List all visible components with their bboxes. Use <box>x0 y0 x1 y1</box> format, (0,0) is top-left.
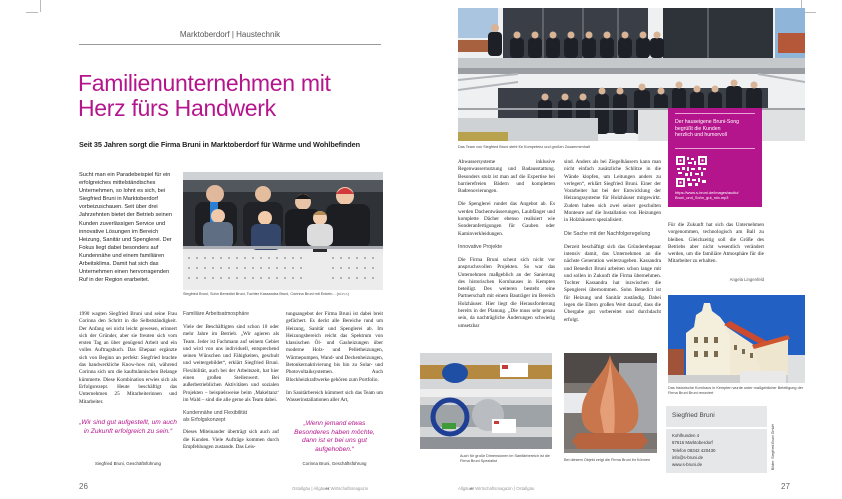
contact-street: Kohlhunden 4 <box>672 433 700 438</box>
url-line[interactable]: Bruni_und_Sohn_gut_mix.mp3 <box>675 195 729 200</box>
article-column-5 <box>564 159 661 330</box>
contact-details <box>672 432 715 468</box>
paragraph: Die Spenglerei rundet das Angebot ab. Es werden Dachentwässerungen, Laubfänger und komplette Dächer ebenso realisiert wie Sonderanfertigungen für Gauben oder Kaminverkleidungen. <box>458 201 555 237</box>
family-photo-caption: Siegfried Bruni, Sohn Benedict Bruni, Tochter Kassandra Bruni, Corinna Bruni mit Enkeln... (v.l.n.r.) <box>183 292 349 296</box>
article-column-3 <box>286 311 383 411</box>
infobox-line: begrüßt die Kunden <box>675 125 721 132</box>
section-subtitle: Innovative Projekte <box>458 243 503 250</box>
footer-text: Ostallgäu | Allgäu <box>292 486 326 491</box>
paragraph: Abwassersysteme inklusive Regenwassernutzung und Badausstattung. Besonders stolz ist man auf die Expertise bei barrierefreien Bädern und kompletten Badrenovierungen. <box>458 159 555 195</box>
family-photo <box>183 172 383 290</box>
author-credit: Angela Lingenfeld <box>729 277 764 282</box>
paragraph: 1990 wagten Siegfried Bruni und seine Frau Corinna den Schritt in die Selbstständigkeit. Der Anfang sei nicht leicht gewesen, erinnert sich der Gründer, aber sie freuten sich vom ersten Tag an über genügend Arbeit und ein volles Auftragsbuch. Das Ehepaar ergänzte sich von Beginn an perfekt: Siegfried brachte das handwerkliche Know-how mit, während Corinna sich um die kaufmännischen Belange kümmerte. Diese Kombination erwies sich als Erfolgsrezept. Heute beschäftigt das Unternehmen 25 Mitarbeiterinnen und Mitarbeiter. <box>79 311 177 405</box>
song-info-box <box>668 108 762 207</box>
section-subtitle: Die Sache mit der Nachfolgeregelung <box>564 230 651 237</box>
footer-left <box>292 486 368 491</box>
paragraph: sind. Anders als bei Ziegelhäusern kann man nicht einfach zusätzliche Schlitze in die Wände klopfen, um Leitungen anders zu verlegen“, erklärt Siegfried Bruni. Einer der Vorarbeiter hat bei der Entwicklung der Heizungssysteme für Holzhäuser mitgewirkt. Zudem haben sich zwei seiner geschulten Monteure auf die Installation von Heizungen in Holzhäusern spezialisiert. <box>564 159 661 224</box>
section-subtitle: Familiäre Arbeitsatmosphäre <box>183 311 250 317</box>
valve-photo <box>420 353 552 449</box>
contact-box <box>666 406 767 473</box>
contact-phone[interactable]: Telefon 08342 420430 <box>672 447 716 453</box>
section-subtitle <box>183 410 279 424</box>
copper-dome-photo <box>564 353 657 453</box>
infobox-line: herzlich und humorvoll <box>675 132 727 139</box>
page-title <box>78 71 398 121</box>
article-column-4 <box>458 159 555 336</box>
pull-quote-2: „Wenn jemand etwas Besonderes haben möchte, dann ist er bei uns gut aufgehoben.“ <box>294 420 375 453</box>
kornhaus-illustration <box>668 295 805 383</box>
pull-quote-2-attribution: Corinna Bruni, Geschäftsführung <box>302 461 367 466</box>
paragraph: Dieses Miteinander überträgt sich auch auf die Kunden. Viele Aufträge kommen durch Empfehlungen zustande. Das Leis- <box>183 429 279 450</box>
contact-city: 87616 Marktoberdorf <box>672 440 713 446</box>
infobox-text <box>675 119 757 139</box>
paragraph: tungsangebot der Firma Bruni ist dabei breit gefächert. Es deckt alle Bereiche rund um Heizung, Sanitär und Spenglerei ab. Im Heizungsbereich reicht das Spektrum von klassischen Öl- und Gasheizungen über moderne Holz- und Pelletheizungen, Wärmepumpen, Wand- und Deckenheizungen, Betonkernaktivierung bis hin zu Solar- und Photovoltaiksystemen. Auch Blockheizkraftwerke gehören zum Portfolio. <box>286 311 384 383</box>
contact-email[interactable]: info@s-bruni.de <box>672 454 704 460</box>
copper-dome-illustration <box>564 353 657 453</box>
valve-photo-caption: Auch für große Dimensionen im Sanitärbereich ist die Firma Bruni Spezialist <box>460 454 550 463</box>
paragraph: Im Sanitärbereich kümmert sich das Team um Wasserinstallationen aller Art, <box>286 389 383 404</box>
crop-mark <box>804 12 816 13</box>
header-divider <box>79 44 381 45</box>
page-number-left: 26 <box>79 482 88 491</box>
qr-code-icon[interactable] <box>676 156 707 187</box>
contact-divider <box>666 427 767 429</box>
footer-text: Wirtschaftsmagazin | Ostallgäu <box>474 486 535 491</box>
headline-line-1: Familienunternehmen mit <box>78 70 331 96</box>
subheadline: Seit 35 Jahren sorgt die Firma Bruni in Marktoberdorf für Wärme und Wohlbefinden <box>79 140 360 149</box>
crop-mark <box>26 12 38 13</box>
song-url-link[interactable] <box>675 190 759 200</box>
contact-name: Siegfried Bruni <box>672 412 715 419</box>
kornhaus-photo-caption: Das historische Kornhaus in Kempten wurde unter maßgeblicher Beteiligung der Firma Bruni Bruni renoviert <box>668 386 804 395</box>
section-header: Marktoberdorf | Haustechnik <box>179 30 281 39</box>
pull-quote-1-attribution: Siegfried Bruni, Geschäftsführung <box>95 461 161 466</box>
intro-paragraph: Sucht man ein Paradebeispiel für ein erfolgreiches mittelständisches Unternehmen, so lohnt es sich, bei Siegfried Bruni in Marktoberdorf vorbeizuschauen. Seit über drei Jahrzehnten bietet der Betrieb seinen Kunden zuverlässigen Service und innovative Lösungen im Bereich Heizung, Sanitär und Spenglerei. Der Fokus liegt dabei besonders auf Kundennähe und einem familiären Arbeitsklima. Damit hat sich das Unternehmen einen hervorragenden Ruf in der Region erarbeitet. <box>79 172 172 284</box>
paragraph: Für die Zukunft hat sich das Unternehmen vorgenommen, technologisch am Ball zu bleiben. Gleichzeitig soll die Größe des Betriebs aber nicht wesentlich verändert werden, um die familiäre Atmosphäre für die Mitarbeiter zu erhalten. <box>668 222 764 265</box>
url-line[interactable]: https://www.s-bruni.de/images/audio/ <box>675 190 739 195</box>
image-credit-text: Bilder: Siegfried Bruni GmbH <box>771 423 775 470</box>
footer-right <box>458 486 534 491</box>
infobox-divider <box>675 148 755 149</box>
kornhaus-photo <box>668 295 805 383</box>
image-credit-vertical <box>769 408 775 472</box>
infobox-line: Der hauseigene Bruni-Song <box>675 119 740 125</box>
subtitle-line: als Erfolgskonzept <box>183 417 226 424</box>
pull-quote-1: „Wir sind gut aufgestellt, um auch in Zukunft erfolgreich zu sein.“ <box>79 419 177 435</box>
article-column-1 <box>79 311 177 412</box>
article-column-6 <box>668 222 764 272</box>
headline-line-2: Herz fürs Handwerk <box>78 95 276 121</box>
family-photo-illustration <box>183 172 383 290</box>
infobox-divider <box>675 113 755 114</box>
paragraph: Die Firma Bruni scheut sich nicht vor anspruchsvollen Projekten. So war das Unternehmen maßgeblich an der Sanierung des historischen Kornhauses in Kempten beteiligt. Des weiteren besteht eine Partnerschaft mit einem Bauträger im Bereich Holzhäuser. Hier liegt die Herausforderung bereits in der Planung. „Die muss sehr genau sein, da nachträgliche Änderungen schwierig umsetzbar <box>458 256 555 329</box>
subtitle-line: Kundennähe und Flexibilität <box>183 410 248 417</box>
footer-text: Wirtschaftsmagazin <box>329 486 369 491</box>
paragraph: Viele der Beschäftigten sind schon 10 oder mehr Jahre im Betrieb. „Wir agieren als Team. Jeder ist Fachmann auf seinem Gebiet und wird von uns individuell, entsprechend seinen Wünschen und Fähigkeiten, geschult und weitergebildet“, erklärt Siegfried Bruni. Flexibilität, auch bei der Arbeitszeit, hat hier einen großen Stellenwert. Bei außerbetrieblichen Aktivitäten und sozialen Projekten – beispielsweise beim ‚Makeltanz‘ im Wald – sind die alle gerne als Team dabei. <box>183 324 279 403</box>
copper-dome-photo-caption: Bei diesem Objekt zeigt die Firma Bruni ihr Können <box>564 458 651 462</box>
footer-text: Allgäu <box>458 486 470 491</box>
paragraph: Derzeit beschäftigt sich das Gründerehepaar intensiv damit, das Unternehmen an die nächste Generation weiterzugeben. Kassandra und Benedict Bruni arbeiten schon lange mit und sollen in Zukunft die Firma übernehmen. Tochter Kassandra hat inzwischen die Spenglerei übernommen. Sohn Benedict ist für Heizung und Sanitär zuständig. Dabei legen die Eltern großen Wert darauf, dass die Übergabe gut vorbereitet und durchdacht erfolgt. <box>564 243 661 323</box>
footer-emphasis: er <box>469 486 475 491</box>
contact-website[interactable]: www.s-bruni.de <box>672 462 703 468</box>
crop-mark <box>40 0 41 12</box>
page-number-right: 27 <box>781 482 790 491</box>
team-photo-caption: Das Team von Siegfried Bruni steht für Kompetenz und großen Zusammenhalt <box>458 145 590 149</box>
article-column-2 <box>183 311 279 457</box>
footer-emphasis: er <box>325 486 330 491</box>
valve-photo-illustration <box>420 353 552 449</box>
